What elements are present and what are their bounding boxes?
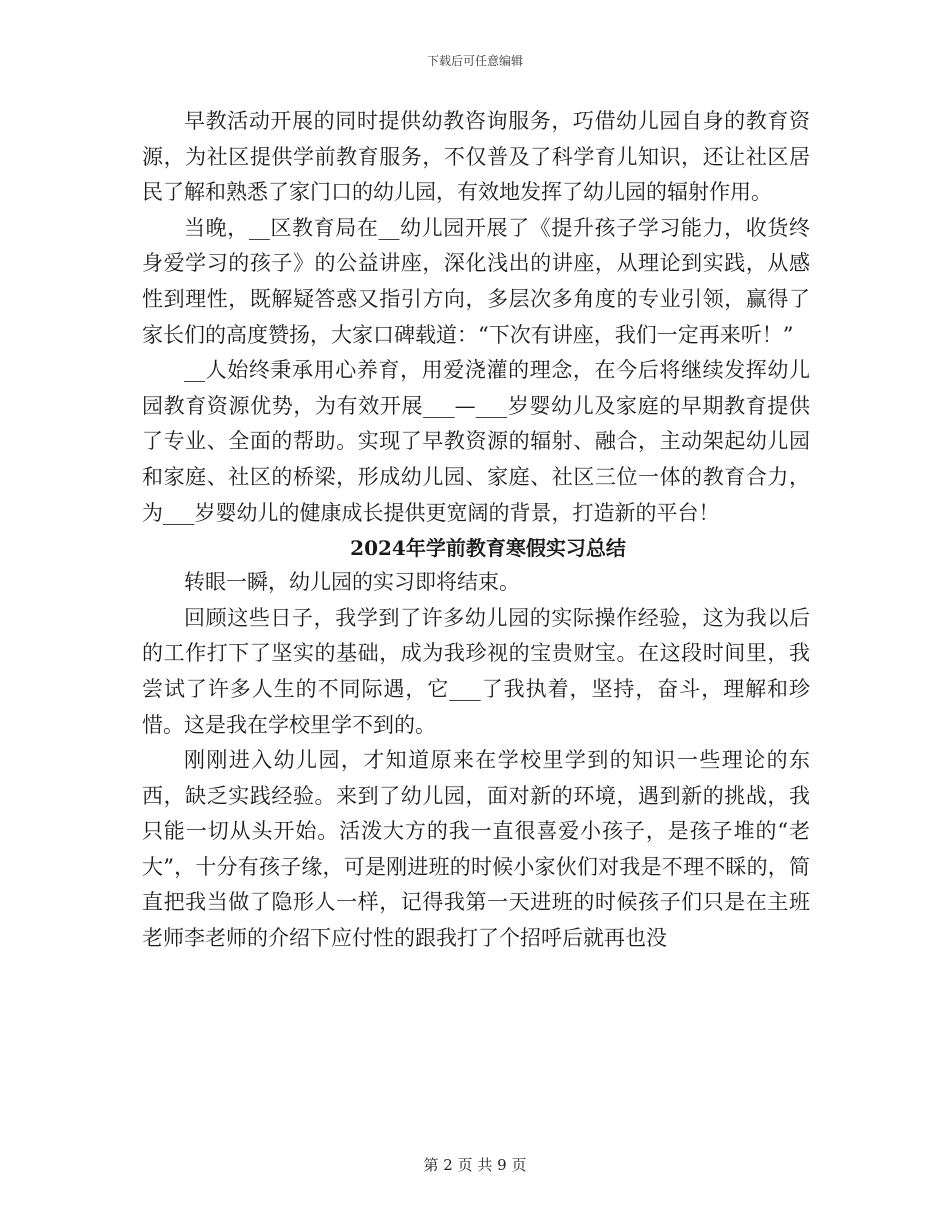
page-number: 第 2 页 共 9 页	[423, 1156, 527, 1174]
paragraph-first-days: 刚刚进入幼儿园，才知道原来在学校里学到的知识一些理论的东西，缺乏实践经验。来到了幼儿园，面对新的环境，遇到新的挑战，我只能一切从头开始。活泼大方的我一直很喜爱小孩子，是孩子堆的“老大”，十分有孩子缘，可是刚进班的时候小家伙们对我是不理不睬的，简直把我当做了隐形人一样，记得我第一天进班的时候孩子们只是在主班老师李老师的介绍下应付性的跟我打了个招呼后就再也没	[142, 748, 810, 951]
paragraph-looking-back: 回顾这些日子，我学到了许多幼儿园的实际操作经验，这为我以后的工作打下了坚实的基础，成为我珍视的宝贵财宝。在这段时间里，我尝试了许多人生的不同际遇，它___了我执着，坚持，奋斗，理解和珍惜。这是我在学校里学不到的。	[142, 605, 810, 737]
paragraph-internship-ending: 转眼一瞬，幼儿园的实习即将结束。	[184, 570, 520, 595]
section-title: 2024年学前教育寒假实习总结	[350, 536, 626, 561]
document-body	[142, 104, 810, 957]
paragraph-public-lecture: 当晚，__区教育局在__幼儿园开展了《提升孩子学习能力，收货终身爱学习的孩子》的公益讲座，深化浅出的讲座，从理论到实践，从感性到理性，既解疑答惑又指引方向，多层次多角度的专业引领，赢得了家长们的高度赞扬，大家口碑载道：“下次有讲座，我们一定再来听！”	[142, 215, 810, 347]
page-header-note: 下载后可任意编辑	[426, 54, 523, 68]
paragraph-early-education-service: 早教活动开展的同时提供幼教咨询服务，巧借幼儿园自身的教育资源，为社区提供学前教育服务，不仅普及了科学育儿知识，还让社区居民了解和熟悉了家门口的幼儿园，有效地发挥了幼儿园的辐射作用。	[142, 109, 810, 205]
paragraph-kindergarten-mission: __人始终秉承用心养育，用爱浇灌的理念，在今后将继续发挥幼儿园教育资源优势，为有效开展___—___岁婴幼儿及家庭的早期教育提供了专业、全面的帮助。实现了早教资源的辐射、融合，主动架起幼儿园和家庭、社区的桥梁，形成幼儿园、家庭、社区三位一体的教育合力，为___岁婴幼儿的健康成长提供更宽阔的背景，打造新的平台！	[142, 358, 810, 525]
